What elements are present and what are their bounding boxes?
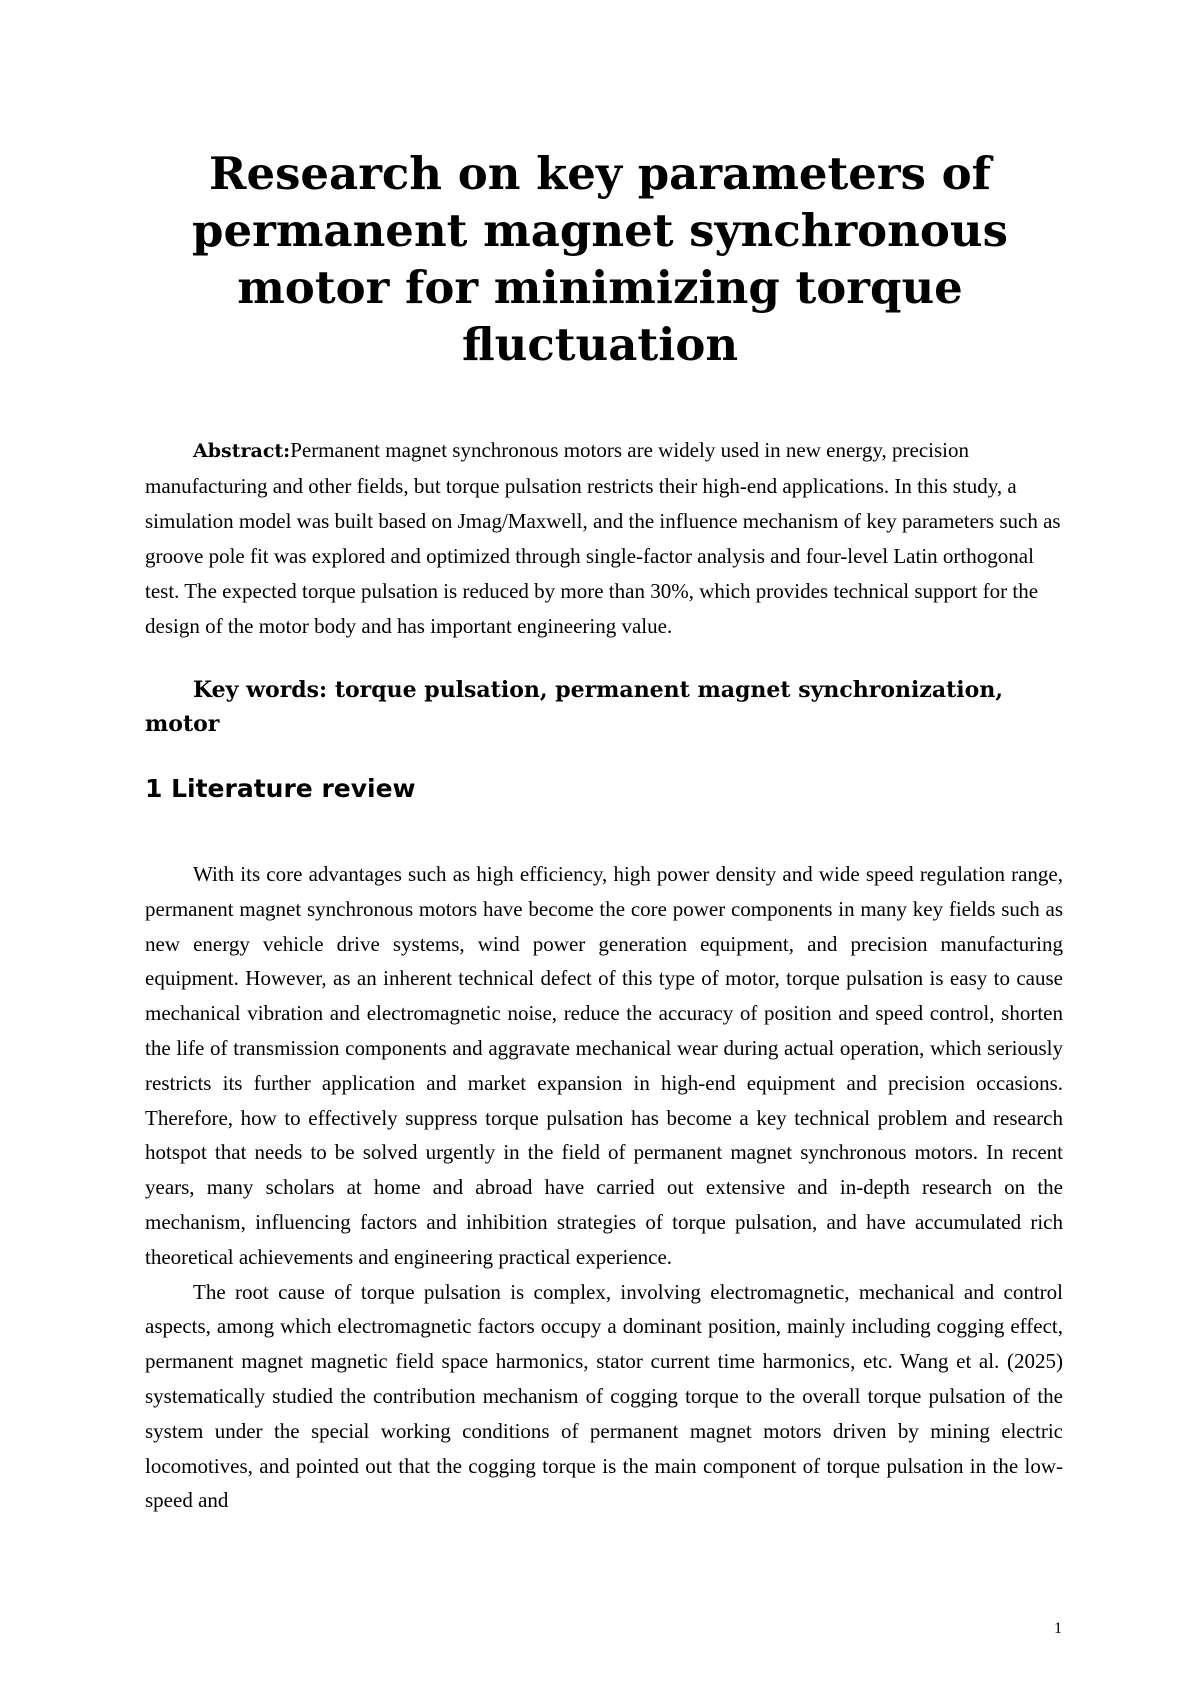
page-number: 1 — [1054, 1620, 1062, 1637]
abstract-label: Abstract: — [193, 440, 291, 462]
keywords — [145, 673, 1063, 741]
body-paragraph: The root cause of torque pulsation is complex, involving electromagnetic, mechanical and control aspects, among which electromagnetic factors occupy a dominant position, mainly including cogging effect, permanent magnet magnetic field space harmonics, stator current time harmonics, etc. Wang et al. (2025) systematically studied the contribution mechanism of cogging torque to the overall torque pulsation of the system under the special working conditions of permanent magnet motors driven by mining electric locomotives, and pointed out that the cogging torque is the main component of torque pulsation in the low-speed and — [145, 1279, 1063, 1513]
keywords-text: torque pulsation, permanent magnet synchronization, motor — [145, 677, 1003, 737]
keywords-label: Key words: — [193, 677, 328, 703]
body-text — [145, 857, 1063, 1518]
abstract — [145, 433, 1063, 644]
section-heading: 1 Literature review — [145, 774, 416, 803]
abstract-text: Permanent magnet synchronous motors are widely used in new energy, precision manufacturing and other fields, but torque pulsation restricts their high-end applications. In this study, a simulation model was built based on Jmag/Maxwell, and the influence mechanism of key parameters such as groove pole fit was explored and optimized through single-factor analysis and four-level Latin orthogonal test. The expected torque pulsation is reduced by more than 30%, which provides technical support for the design of the motor body and has important engineering value. — [145, 438, 1061, 638]
paper-title: Research on key parameters of permanent magnet synchronous motor for minimizing torque fluctuation — [192, 147, 1008, 371]
body-paragraph: With its core advantages such as high efficiency, high power density and wide speed regulation range, permanent magnet synchronous motors have become the core power components in many key fields such as new energy vehicle drive systems, wind power generation equipment, and precision manufacturing equipment. However, as an inherent technical defect of this type of motor, torque pulsation is easy to cause mechanical vibration and electromagnetic noise, reduce the accuracy of position and speed control, shorten the life of transmission components and aggravate mechanical wear during actual operation, which seriously restricts its further application and market expansion in high-end equipment and precision occasions. Therefore, how to effectively suppress torque pulsation has become a key technical problem and research hotspot that needs to be solved urgently in the field of permanent magnet synchronous motors. In recent years, many scholars at home and abroad have carried out extensive and in-depth research on the mechanism, influencing factors and inhibition strategies of torque pulsation, and have accumulated rich theoretical achievements and engineering practical experience. — [145, 862, 1063, 1269]
